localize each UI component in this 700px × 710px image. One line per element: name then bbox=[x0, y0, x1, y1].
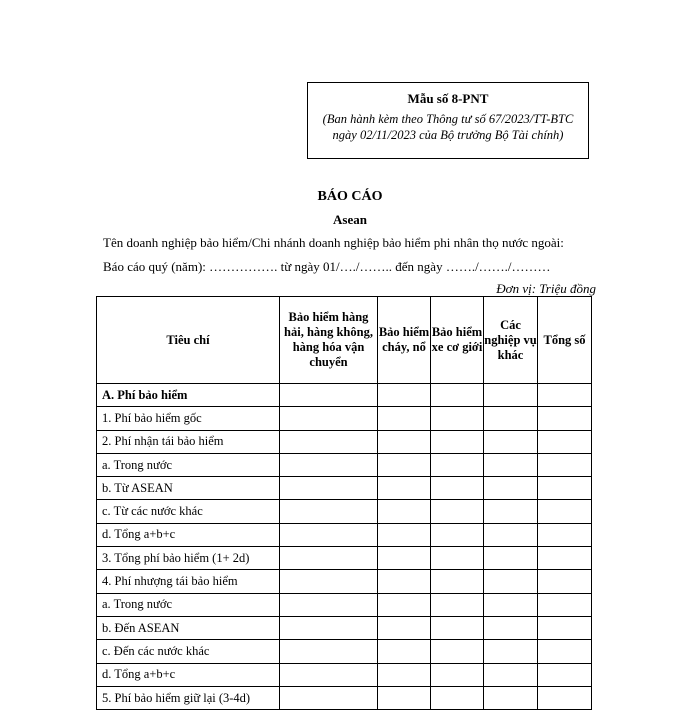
value-cell bbox=[378, 640, 431, 663]
value-cell bbox=[484, 384, 538, 407]
value-cell bbox=[538, 477, 592, 500]
table-row bbox=[97, 686, 592, 709]
column-header-marine-aviation: Bảo hiểm hàng hải, hàng không, hàng hóa vận chuyển bbox=[280, 297, 378, 384]
value-cell bbox=[431, 430, 484, 453]
column-header-motor: Bảo hiểm xe cơ giới bbox=[431, 297, 484, 384]
value-cell bbox=[484, 523, 538, 546]
value-cell bbox=[538, 593, 592, 616]
table-header-row bbox=[97, 297, 592, 384]
value-cell bbox=[538, 500, 592, 523]
value-cell bbox=[280, 570, 378, 593]
table-row bbox=[97, 663, 592, 686]
value-cell bbox=[378, 523, 431, 546]
row-label: 1. Phí bảo hiểm gốc bbox=[97, 407, 280, 430]
row-label: b. Từ ASEAN bbox=[97, 477, 280, 500]
form-number-box bbox=[307, 82, 589, 159]
row-label: A. Phí bảo hiểm bbox=[97, 384, 280, 407]
table-row bbox=[97, 500, 592, 523]
value-cell bbox=[280, 384, 378, 407]
value-cell bbox=[378, 616, 431, 639]
table-body bbox=[97, 384, 592, 710]
value-cell bbox=[484, 500, 538, 523]
value-cell bbox=[431, 686, 484, 709]
row-label: 4. Phí nhượng tái bảo hiểm bbox=[97, 570, 280, 593]
value-cell bbox=[538, 453, 592, 476]
table-row bbox=[97, 640, 592, 663]
row-label: a. Trong nước bbox=[97, 593, 280, 616]
value-cell bbox=[431, 384, 484, 407]
value-cell bbox=[538, 686, 592, 709]
value-cell bbox=[431, 663, 484, 686]
value-cell bbox=[431, 453, 484, 476]
value-cell bbox=[431, 547, 484, 570]
company-name-line: Tên doanh nghiệp bảo hiểm/Chi nhánh doanh nghiệp bảo hiểm phi nhân thọ nước ngoài: bbox=[103, 235, 564, 250]
value-cell bbox=[431, 616, 484, 639]
value-cell bbox=[538, 407, 592, 430]
row-label: 2. Phí nhận tái bảo hiểm bbox=[97, 430, 280, 453]
table-row bbox=[97, 477, 592, 500]
value-cell bbox=[378, 453, 431, 476]
value-cell bbox=[538, 430, 592, 453]
value-cell bbox=[484, 570, 538, 593]
row-label: 5. Phí bảo hiểm giữ lại (3-4d) bbox=[97, 686, 280, 709]
form-number: Mẫu số 8-PNT bbox=[407, 91, 489, 106]
reporting-period-line: Báo cáo quý (năm): ……………. từ ngày 01/…./…….. đến ngày ……./……./……… bbox=[103, 259, 551, 274]
value-cell bbox=[538, 547, 592, 570]
value-cell bbox=[431, 640, 484, 663]
row-label: a. Trong nước bbox=[97, 453, 280, 476]
row-label: d. Tổng a+b+c bbox=[97, 663, 280, 686]
value-cell bbox=[538, 640, 592, 663]
value-cell bbox=[484, 640, 538, 663]
table-row bbox=[97, 616, 592, 639]
value-cell bbox=[431, 523, 484, 546]
value-cell bbox=[484, 407, 538, 430]
value-cell bbox=[431, 407, 484, 430]
value-cell bbox=[484, 593, 538, 616]
column-header-total: Tổng số bbox=[538, 297, 592, 384]
row-label: 3. Tổng phí bảo hiểm (1+ 2d) bbox=[97, 547, 280, 570]
column-header-criteria: Tiêu chí bbox=[97, 297, 280, 384]
value-cell bbox=[280, 523, 378, 546]
value-cell bbox=[431, 593, 484, 616]
value-cell bbox=[538, 523, 592, 546]
value-cell bbox=[280, 453, 378, 476]
value-cell bbox=[538, 616, 592, 639]
table-row bbox=[97, 547, 592, 570]
value-cell bbox=[484, 430, 538, 453]
value-cell bbox=[378, 686, 431, 709]
value-cell bbox=[431, 500, 484, 523]
report-table bbox=[96, 296, 592, 710]
form-issuance-note: (Ban hành kèm theo Thông tư số 67/2023/TT-BTC ngày 02/11/2023 của Bộ trưởng Bộ Tài chính) bbox=[322, 112, 574, 142]
value-cell bbox=[431, 570, 484, 593]
value-cell bbox=[280, 477, 378, 500]
row-label: c. Đến các nước khác bbox=[97, 640, 280, 663]
column-header-other: Các nghiệp vụ khác bbox=[484, 297, 538, 384]
value-cell bbox=[378, 663, 431, 686]
value-cell bbox=[378, 430, 431, 453]
value-cell bbox=[378, 547, 431, 570]
unit-label: Đơn vị: Triệu đồng bbox=[496, 281, 596, 296]
row-label: d. Tổng a+b+c bbox=[97, 523, 280, 546]
table-row bbox=[97, 384, 592, 407]
value-cell bbox=[538, 384, 592, 407]
value-cell bbox=[484, 616, 538, 639]
value-cell bbox=[280, 407, 378, 430]
value-cell bbox=[280, 500, 378, 523]
value-cell bbox=[378, 477, 431, 500]
value-cell bbox=[378, 384, 431, 407]
row-label: c. Từ các nước khác bbox=[97, 500, 280, 523]
value-cell bbox=[280, 430, 378, 453]
value-cell bbox=[378, 593, 431, 616]
table-row bbox=[97, 593, 592, 616]
report-title: BÁO CÁO bbox=[317, 189, 383, 204]
table-row bbox=[97, 570, 592, 593]
value-cell bbox=[484, 663, 538, 686]
value-cell bbox=[484, 686, 538, 709]
table-row bbox=[97, 430, 592, 453]
value-cell bbox=[378, 570, 431, 593]
value-cell bbox=[538, 570, 592, 593]
value-cell bbox=[280, 616, 378, 639]
value-cell bbox=[538, 663, 592, 686]
table-row bbox=[97, 523, 592, 546]
table-row bbox=[97, 407, 592, 430]
value-cell bbox=[378, 407, 431, 430]
value-cell bbox=[280, 640, 378, 663]
table-row bbox=[97, 453, 592, 476]
value-cell bbox=[484, 453, 538, 476]
value-cell bbox=[280, 593, 378, 616]
value-cell bbox=[484, 477, 538, 500]
value-cell bbox=[431, 477, 484, 500]
column-header-fire: Bảo hiểm cháy, nổ bbox=[378, 297, 431, 384]
value-cell bbox=[280, 547, 378, 570]
value-cell bbox=[280, 686, 378, 709]
row-label: b. Đến ASEAN bbox=[97, 616, 280, 639]
report-subtitle: Asean bbox=[333, 212, 367, 227]
value-cell bbox=[484, 547, 538, 570]
value-cell bbox=[378, 500, 431, 523]
value-cell bbox=[280, 663, 378, 686]
